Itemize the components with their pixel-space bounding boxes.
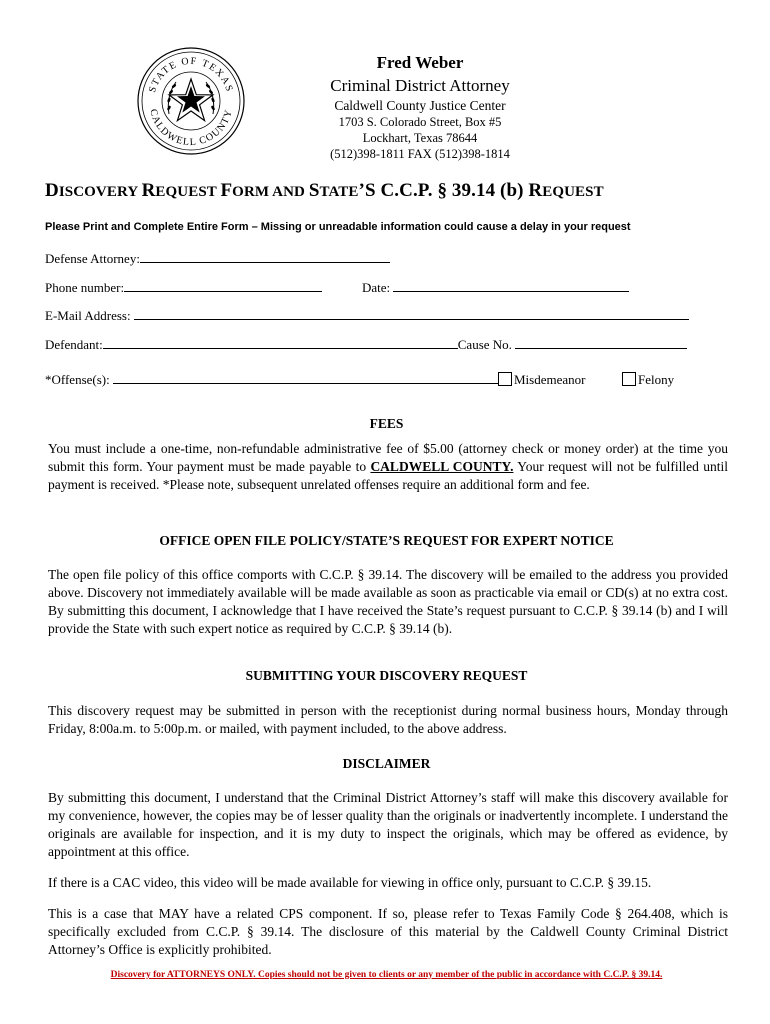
offenses-field[interactable] — [113, 372, 498, 384]
seal-bottom-text: CALDWELL COUNTY — [147, 107, 235, 149]
defendant-label: Defendant: — [45, 337, 103, 352]
felony-checkbox[interactable] — [622, 372, 636, 386]
texas-county-seal-icon — [136, 46, 246, 156]
disclaimer-text-1: By submitting this document, I understand that the Criminal District Attorney’s staff will make this discovery available for my convenience, however, the copies may be of lesser quality than the originals or inadvertently incomplete. I understand the originals are available for inspection, and it is my duty to inspect the originals, which may be offered as evidence, by appointment at this office. — [48, 790, 728, 859]
submitting-heading: SUBMITTING YOUR DISCOVERY REQUEST — [245, 668, 528, 683]
office-city: Lockhart, Texas 78644 — [362, 131, 478, 145]
attorney-name: Fred Weber — [376, 53, 464, 72]
disclaimer-heading: DISCLAIMER — [342, 756, 431, 771]
defense-attorney-field[interactable] — [140, 251, 390, 263]
phone-number-field[interactable] — [124, 280, 322, 292]
disclaimer-text-3: This is a case that MAY have a related CPS component. If so, please refer to Texas Family Code § 264.408, which is specifically excluded from C.C.P. § 39.14. The disclosure of this material by the Caldwell County Criminal District Attorney’s Office is explicitly prohibited. — [48, 906, 728, 957]
fees-text: You must include a one-time, non-refundable administrative fee of $5.00 (attorney check or money order) at the time you submit this form. Your payment must be made payable to CALDWELL COUNTY. Your request will not be fulfilled until payment is received. *Please note, subsequent unrelated offenses require an additional form and fee. — [48, 441, 728, 492]
felony-row — [622, 372, 674, 388]
offenses-label: *Offense(s): — [45, 372, 110, 387]
email-row — [45, 308, 689, 324]
attorney-title: Criminal District Attorney — [330, 76, 510, 95]
date-row — [362, 280, 629, 296]
offenses-row — [45, 372, 585, 388]
misdemeanor-label: Misdemeanor — [514, 372, 586, 387]
form-instructions: Please Print and Complete Entire Form – Missing or unreadable information could cause a delay in your request — [45, 221, 631, 233]
phone-number-label: Phone number: — [45, 280, 125, 295]
cause-no-field[interactable] — [515, 337, 687, 349]
felony-label: Felony — [638, 372, 675, 387]
payee-name: CALDWELL COUNTY. — [370, 459, 514, 474]
attorneys-only-notice: Discovery for ATTORNEYS ONLY. Copies should not be given to clients or any member of the public in accordance with C.C.P. § 39.14. — [110, 970, 663, 980]
phone-number-row — [45, 280, 322, 296]
office-street: 1703 S. Colorado Street, Box #5 — [338, 115, 502, 129]
email-field[interactable] — [134, 308, 689, 320]
defendant-field[interactable] — [103, 337, 458, 349]
fees-heading: FEES — [369, 416, 404, 431]
email-label: E-Mail Address: — [45, 308, 131, 323]
date-label: Date: — [362, 280, 391, 295]
defendant-row — [45, 337, 687, 353]
office-phone: (512)398-1811 FAX (512)398-1814 — [330, 147, 510, 161]
seal-top-text: STATE OF TEXAS — [147, 55, 235, 94]
office-center: Caldwell County Justice Center — [334, 98, 506, 113]
cause-no-label: Cause No. — [457, 337, 512, 352]
document-title: DISCOVERY REQUEST FORM AND STATE’S C.C.P. § 39.14 (b) REQUEST — [45, 180, 604, 201]
misdemeanor-checkbox[interactable] — [498, 372, 512, 386]
policy-heading: OFFICE OPEN FILE POLICY/STATE’S REQUEST FOR EXPERT NOTICE — [159, 533, 614, 548]
date-field[interactable] — [393, 280, 629, 292]
defense-attorney-label: Defense Attorney: — [45, 251, 140, 266]
policy-text: The open file policy of this office comports with C.C.P. § 39.14. The discovery will be emailed to the address you provided above. Discovery not immediately available will be made available as soon as practicable via email or CD(s) at no extra cost. By submitting this document, I acknowledge that I have received the State’s request pursuant to C.C.P. § 39.14 (b) and I will provide the State with such expert notice as required by C.C.P. § 39.14 (b). — [48, 567, 728, 636]
svg-text:CALDWELL COUNTY — [147, 108, 234, 148]
defense-attorney-row — [45, 251, 390, 267]
disclaimer-text-2: If there is a CAC video, this video will be made available for viewing in office only, pursuant to C.C.P. § 39.15. — [48, 875, 652, 890]
submitting-text: This discovery request may be submitted in person with the receptionist during normal business hours, Monday through Friday, 8:00a.m. to 5:00p.m. or mailed, with payment included, to the above address. — [48, 703, 728, 736]
